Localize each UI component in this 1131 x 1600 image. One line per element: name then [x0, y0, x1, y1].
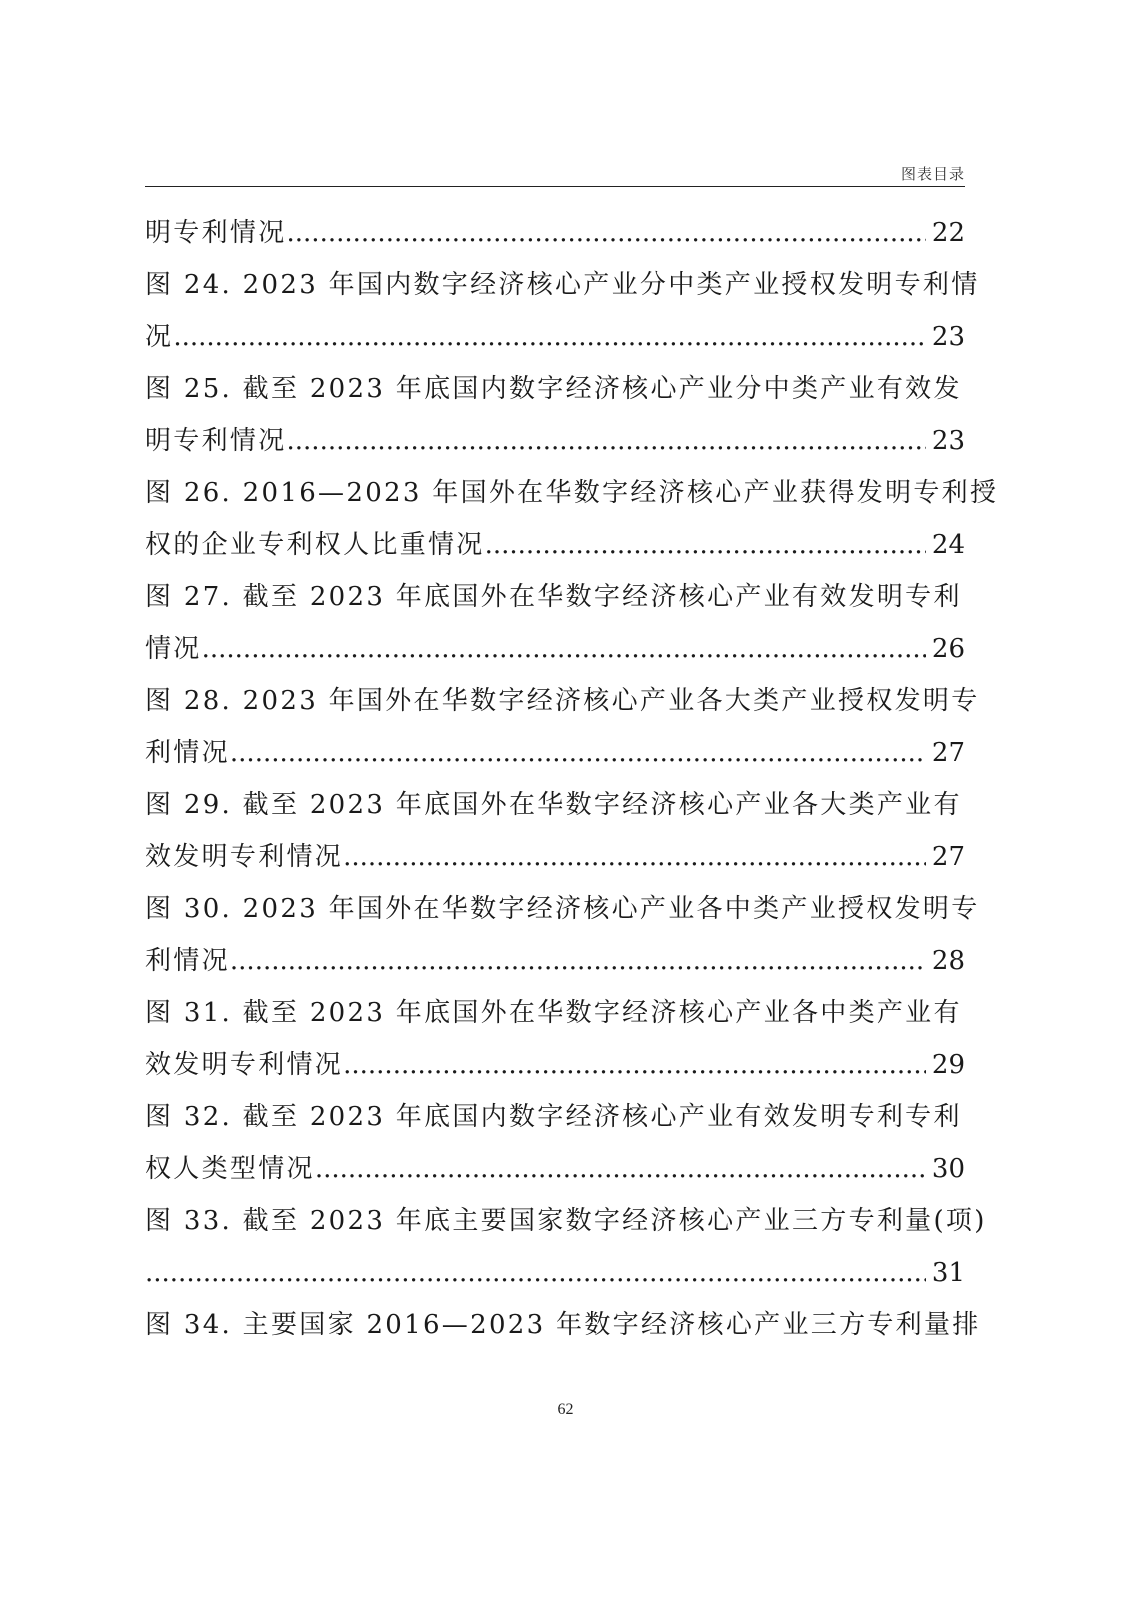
- toc-page-number: 30: [931, 1154, 965, 1184]
- toc-leader-dots: [287, 207, 926, 259]
- toc-entry-text: 权人类型情况: [145, 1154, 315, 1184]
- toc-entry-text: 明专利情况: [145, 218, 287, 248]
- toc-entry-fig29[interactable]: 图 29. 截至 2023 年底国外在华数字经济核心产业各大类产业有: [145, 790, 962, 820]
- toc-entry-fig33-cont[interactable]: [145, 1247, 965, 1299]
- toc-leader-dots: [230, 935, 926, 987]
- figure-toc-list: [145, 207, 999, 1351]
- toc-entry-fig27[interactable]: 图 27. 截至 2023 年底国外在华数字经济核心产业有效发明专利: [145, 582, 962, 612]
- toc-page-number: 23: [931, 426, 965, 456]
- toc-page-number: 27: [931, 738, 965, 768]
- toc-leader-dots: [287, 415, 926, 467]
- toc-entry-text: 效发明专利情况: [145, 1050, 344, 1080]
- toc-leader-dots: [145, 1247, 926, 1299]
- toc-entry-fig24-cont[interactable]: [145, 311, 965, 363]
- toc-page-number: 28: [931, 946, 965, 976]
- toc-leader-dots: [315, 1143, 926, 1195]
- toc-entry-fig30-cont[interactable]: [145, 935, 965, 987]
- toc-leader-dots: [343, 1039, 926, 1091]
- toc-entry-fig31-cont[interactable]: [145, 1039, 965, 1091]
- header-title: 图表目录: [900, 165, 965, 183]
- running-header: [145, 158, 965, 187]
- toc-entry-text: 情况: [145, 634, 202, 664]
- toc-entry-fig27-cont[interactable]: [145, 623, 965, 675]
- toc-entry-text: 权的企业专利权人比重情况: [145, 530, 485, 560]
- toc-page-number: 29: [931, 1050, 965, 1080]
- toc-page-number: 26: [931, 634, 965, 664]
- toc-entry-text: 况: [145, 322, 174, 352]
- toc-page-number: 31: [931, 1258, 965, 1288]
- toc-entry-fig31[interactable]: 图 31. 截至 2023 年底国外在华数字经济核心产业各中类产业有: [145, 998, 962, 1028]
- toc-entry-text: 明专利情况: [145, 426, 287, 456]
- toc-page-number: 24: [931, 530, 965, 560]
- toc-entry-fig32-cont[interactable]: [145, 1143, 965, 1195]
- toc-entry-fig25-cont[interactable]: [145, 415, 965, 467]
- toc-entry-fig25[interactable]: 图 25. 截至 2023 年底国内数字经济核心产业分中类产业有效发: [145, 374, 962, 404]
- toc-page-number: 22: [931, 218, 965, 248]
- toc-leader-dots: [230, 727, 926, 779]
- toc-entry-fig28-cont[interactable]: [145, 727, 965, 779]
- toc-entry-fig29-cont[interactable]: [145, 831, 965, 883]
- toc-entry-fig34[interactable]: 图 34. 主要国家 2016—2023 年数字经济核心产业三方专利量排: [145, 1310, 981, 1340]
- toc-leader-dots: [485, 519, 926, 571]
- toc-entry-fig26[interactable]: 图 26. 2016—2023 年国外在华数字经济核心产业获得发明专利授: [145, 478, 999, 508]
- toc-page-number: 23: [931, 322, 965, 352]
- toc-entry-22[interactable]: [145, 207, 965, 259]
- toc-entry-fig30[interactable]: 图 30. 2023 年国外在华数字经济核心产业各中类产业授权发明专: [145, 894, 980, 924]
- toc-page-number: 27: [931, 842, 965, 872]
- toc-entry-fig33[interactable]: 图 33. 截至 2023 年底主要国家数字经济核心产业三方专利量(项): [145, 1206, 987, 1236]
- toc-entry-text: 效发明专利情况: [145, 842, 344, 872]
- toc-entry-fig26-cont[interactable]: [145, 519, 965, 571]
- toc-entry-fig32[interactable]: 图 32. 截至 2023 年底国内数字经济核心产业有效发明专利专利: [145, 1102, 962, 1132]
- page-number: 62: [557, 1401, 574, 1418]
- toc-entry-fig24[interactable]: 图 24. 2023 年国内数字经济核心产业分中类产业授权发明专利情: [145, 270, 980, 300]
- toc-leader-dots: [343, 831, 926, 883]
- toc-leader-dots: [202, 623, 926, 675]
- toc-entry-text: 利情况: [145, 738, 230, 768]
- toc-leader-dots: [173, 311, 926, 363]
- toc-entry-text: 利情况: [145, 946, 230, 976]
- toc-entry-fig28[interactable]: 图 28. 2023 年国外在华数字经济核心产业各大类产业授权发明专: [145, 686, 980, 716]
